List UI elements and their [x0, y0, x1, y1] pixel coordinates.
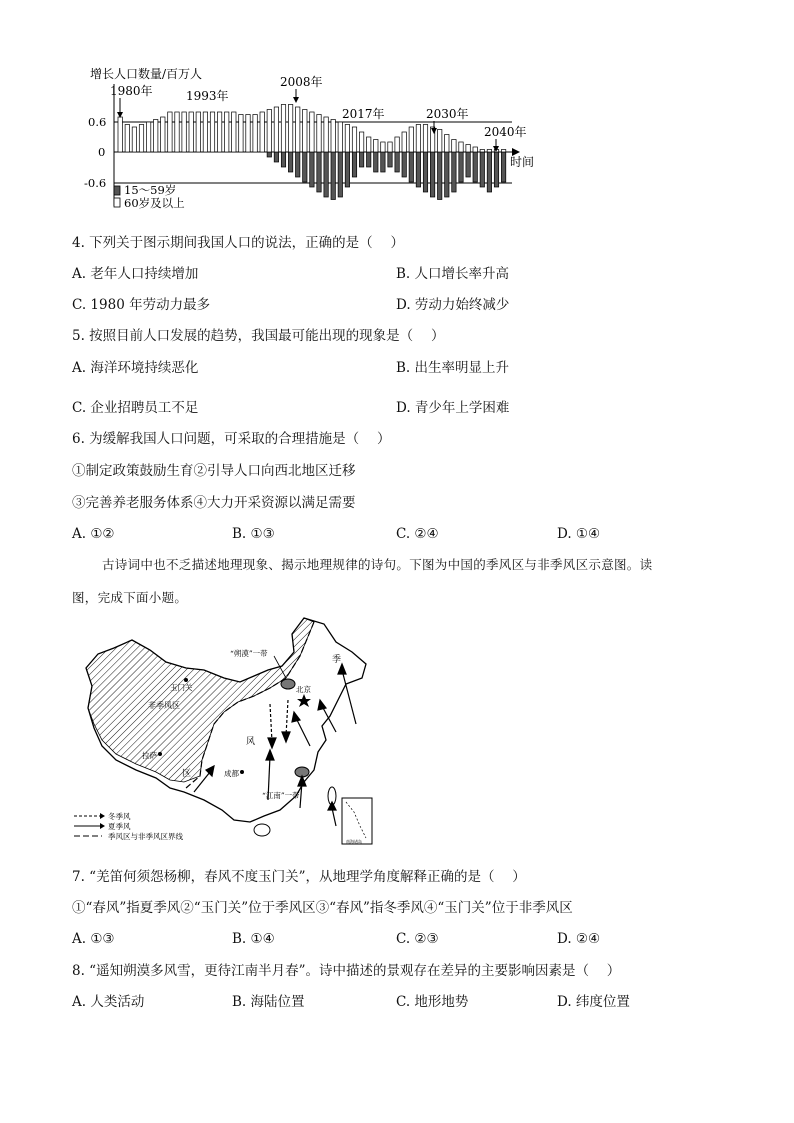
bar-60-plus [487, 150, 491, 153]
bar-60-plus [367, 137, 371, 152]
q6-statements-1: ①制定政策鼓励生育②引导人口向西北地区迁移 [72, 463, 356, 479]
bar-60-plus [388, 142, 392, 152]
bar-15-59 [352, 152, 356, 177]
q4-option-a[interactable]: A. 老年人口持续增加 [72, 266, 199, 282]
y-tick-label: 0 [98, 145, 106, 159]
bar-15-59 [473, 152, 477, 182]
q5-option-d[interactable]: D. 青少年上学困难 [396, 400, 510, 416]
bar-60-plus [132, 127, 136, 152]
bar-15-59 [423, 152, 427, 192]
bar-60-plus [416, 125, 420, 153]
bar-60-plus [267, 110, 271, 153]
bar-60-plus [374, 140, 378, 153]
beijing-label: 北京 [296, 685, 311, 694]
q4-option-b[interactable]: B. 人口增长率升高 [396, 266, 510, 282]
inset-label: 南海诸岛 [346, 839, 362, 844]
bar-15-59 [487, 152, 491, 192]
bar-15-59 [374, 152, 378, 172]
bar-60-plus [225, 112, 229, 152]
ji-label: 季 [332, 655, 342, 665]
bar-15-59 [359, 152, 363, 167]
lasa-point [158, 752, 162, 756]
q7-option-b[interactable]: B. ①④ [232, 931, 275, 947]
bar-60-plus [352, 127, 356, 152]
q4-option-d[interactable]: D. 劳动力始终减少 [396, 297, 510, 313]
bar-60-plus [154, 120, 158, 153]
bar-15-59 [416, 152, 420, 187]
bar-60-plus [288, 105, 292, 153]
legend-boundary: 季风区与非季风区界线 [108, 832, 183, 841]
legend-winter-monsoon: 冬季风 [108, 812, 131, 821]
bar-60-plus [161, 117, 165, 152]
legend-swatch-60-plus [114, 198, 120, 207]
q6-option-d[interactable]: D. ①④ [557, 526, 601, 542]
map-legend [74, 811, 183, 841]
q8-option-a[interactable]: A. 人类活动 [72, 994, 145, 1010]
bar-60-plus [196, 112, 200, 152]
bar-60-plus [139, 125, 143, 153]
question-8-stem: 8. “遥知朔漠多风雪，更待江南半月春”。诗中描述的景观存在差异的主要影响因素是（ ） [72, 963, 621, 979]
shuomo-label: “朔漠”一带 [230, 649, 268, 658]
bar-60-plus [466, 145, 470, 153]
chengdu-point [240, 770, 244, 774]
q6-option-a[interactable]: A. ①② [72, 526, 115, 542]
bar-60-plus [359, 132, 363, 152]
question-6-stem: 6. 为缓解我国人口问题，可采取的合理措施是（ ） [72, 431, 391, 447]
bar-60-plus [423, 125, 427, 153]
q6-option-c[interactable]: C. ②④ [396, 526, 439, 542]
bar-60-plus [317, 115, 321, 153]
bar-60-plus [239, 115, 243, 153]
bar-60-plus [168, 112, 172, 152]
bar-60-plus [203, 112, 207, 152]
year-annotation: 2008年 [280, 75, 323, 89]
bar-60-plus [324, 117, 328, 152]
bar-15-59 [267, 152, 271, 157]
y-tick-label: -0.6 [84, 176, 107, 190]
q8-option-c[interactable]: C. 地形地势 [396, 994, 469, 1010]
q8-option-d[interactable]: D. 纬度位置 [557, 994, 630, 1010]
bar-15-59 [345, 152, 349, 187]
yumenguan-label: 玉门关 [170, 683, 193, 692]
bar-60-plus [146, 122, 150, 152]
yumenguan-point [184, 678, 188, 682]
y-tick-label: 0.6 [88, 115, 107, 129]
bar-60-plus [125, 125, 129, 153]
bar-60-plus [438, 130, 442, 153]
bar-15-59 [288, 152, 292, 172]
q7-statements: ①“春风”指夏季风②“玉门关”位于季风区③“春风”指冬季风④“玉门关”位于非季风区 [72, 900, 573, 916]
bar-60-plus [310, 112, 314, 152]
bar-60-plus [480, 150, 484, 153]
bar-60-plus [296, 107, 300, 152]
bar-60-plus [189, 112, 193, 152]
bar-60-plus [253, 115, 257, 153]
legend-label: 60岁及以上 [124, 196, 185, 210]
bar-15-59 [381, 152, 385, 172]
material-intro-line-1: 古诗词中也不乏描述地理现象、揭示地理规律的诗句。下图为中国的季风区与非季风区示意图。读 [102, 557, 653, 572]
bar-15-59 [480, 152, 484, 187]
bar-15-59 [388, 152, 392, 167]
bar-15-59 [331, 152, 335, 200]
year-annotation: 2040年 [484, 125, 527, 139]
year-annotation: 1993年 [186, 89, 229, 103]
material-intro-line-2: 图，完成下面小题。 [72, 590, 188, 605]
lasa-label: 拉萨 [142, 751, 157, 760]
bar-60-plus [501, 150, 505, 153]
x-axis-label: 时间 [510, 155, 535, 169]
bar-15-59 [430, 152, 434, 197]
population-growth-chart [82, 66, 542, 216]
bar-15-59 [438, 152, 442, 200]
question-5-stem: 5. 按照目前人口发展的趋势，我国最可能出现的现象是（ ） [72, 328, 445, 344]
shuomo-region-mark [281, 679, 295, 689]
bar-15-59 [466, 152, 470, 177]
bar-15-59 [395, 152, 399, 172]
bar-60-plus [409, 127, 413, 152]
legend-swatch-15-59 [114, 186, 120, 195]
bar-15-59 [402, 152, 406, 177]
bar-15-59 [310, 152, 314, 187]
chengdu-label: 成都 [224, 769, 239, 778]
year-annotation: 1980年 [110, 84, 153, 98]
bar-60-plus [303, 110, 307, 153]
bar-15-59 [296, 152, 300, 177]
qu-label: 区 [182, 769, 192, 779]
bar-15-59 [338, 152, 342, 197]
bar-15-59 [367, 152, 371, 167]
bar-60-plus [246, 115, 250, 153]
bar-60-plus [232, 112, 236, 152]
bar-15-59 [281, 152, 285, 167]
q6-statements-2: ③完善养老服务体系④大力开采资源以满足需要 [72, 495, 356, 511]
q7-option-d[interactable]: D. ②④ [557, 931, 601, 947]
non-monsoon-label: 非季风区 [148, 701, 180, 710]
q5-option-a[interactable]: A. 海洋环境持续恶化 [72, 360, 199, 376]
bar-15-59 [317, 152, 321, 192]
bar-60-plus [395, 137, 399, 152]
legend-label: 15～59岁 [124, 183, 177, 197]
south-china-sea-inset [342, 798, 372, 844]
bar-60-plus [402, 132, 406, 152]
bar-60-plus [381, 142, 385, 152]
bar-60-plus [345, 125, 349, 153]
bar-15-59 [445, 152, 449, 197]
q7-option-c[interactable]: C. ②③ [396, 931, 439, 947]
bar-60-plus [459, 142, 463, 152]
bar-15-59 [324, 152, 328, 197]
bar-60-plus [217, 112, 221, 152]
legend-summer-monsoon: 夏季风 [108, 822, 131, 831]
question-7-stem: 7. “羌笛何须怨杨柳，春风不度玉门关”，从地理学角度解释正确的是（ ） [72, 869, 526, 885]
bar-60-plus [260, 112, 264, 152]
bar-60-plus [281, 105, 285, 153]
year-arrow-head [293, 97, 299, 103]
bar-60-plus [182, 112, 186, 152]
bar-60-plus [338, 122, 342, 152]
bar-15-59 [409, 152, 413, 182]
bar-60-plus [274, 107, 278, 152]
bar-15-59 [501, 152, 505, 182]
q4-option-c[interactable]: C. 1980 年劳动力最多 [72, 297, 211, 313]
bar-60-plus [445, 135, 449, 153]
monsoon-region-map [74, 612, 374, 850]
bar-60-plus [331, 120, 335, 153]
y-axis-label: 增长人口数量/百万人 [90, 67, 203, 81]
jiangnan-label: “江南”一带 [262, 791, 300, 800]
q6-option-b[interactable]: B. ①③ [232, 526, 275, 542]
bar-60-plus [452, 140, 456, 153]
bar-60-plus [473, 147, 477, 152]
bar-15-59 [452, 152, 456, 192]
bar-15-59 [303, 152, 307, 182]
q8-option-b[interactable]: B. 海陆位置 [232, 994, 305, 1010]
bar-15-59 [459, 152, 463, 182]
bar-15-59 [274, 152, 278, 162]
bar-60-plus [210, 112, 214, 152]
hainan-island [254, 824, 270, 836]
year-annotation: 2030年 [426, 107, 469, 121]
q7-option-a[interactable]: A. ①③ [72, 931, 115, 947]
question-4-stem: 4. 下列关于图示期间我国人口的说法，正确的是（ ） [72, 235, 404, 251]
bar-15-59 [494, 152, 498, 187]
bar-60-plus [118, 117, 122, 152]
year-annotation: 2017年 [342, 107, 385, 121]
feng-label: 风 [246, 737, 256, 747]
q5-option-c[interactable]: C. 企业招聘员工不足 [72, 400, 199, 416]
bar-60-plus [175, 112, 179, 152]
q5-option-b[interactable]: B. 出生率明显上升 [396, 360, 510, 376]
